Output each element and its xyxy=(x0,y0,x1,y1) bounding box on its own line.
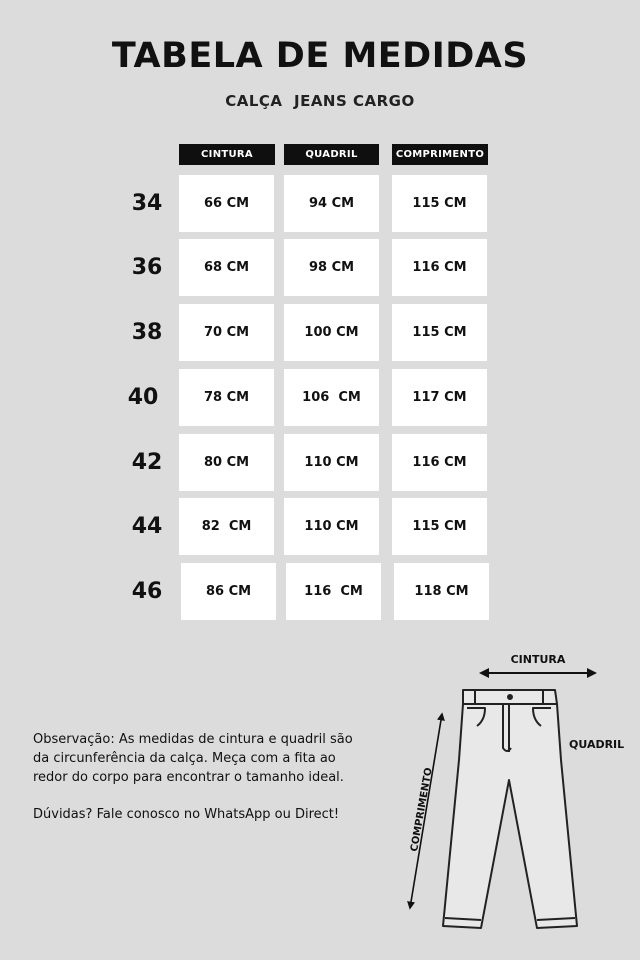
cell-cintura: 82 CM xyxy=(179,498,274,555)
size-label: 38 xyxy=(131,320,163,345)
page-subtitle: CALÇA JEANS CARGO xyxy=(225,92,415,110)
cell-quadril: 110 CM xyxy=(284,434,379,491)
cell-quadril: 116 CM xyxy=(286,563,381,620)
header-comprimento: COMPRIMENTO xyxy=(392,144,488,165)
cell-comprimento: 118 CM xyxy=(394,563,489,620)
cintura-label: CINTURA xyxy=(510,653,566,666)
cell-comprimento: 115 CM xyxy=(392,498,487,555)
cell-cintura: 78 CM xyxy=(179,369,274,426)
cell-comprimento: 116 CM xyxy=(392,239,487,296)
quadril-label: QUADRIL xyxy=(569,738,625,751)
cell-quadril: 100 CM xyxy=(284,304,379,361)
size-label: 36 xyxy=(131,255,163,280)
page-title: TABELA DE MEDIDAS xyxy=(111,36,529,76)
cell-comprimento: 117 CM xyxy=(392,369,487,426)
cell-cintura: 68 CM xyxy=(179,239,274,296)
jeans-illustration-icon xyxy=(443,690,577,928)
size-label: 40 xyxy=(127,385,159,410)
cell-comprimento: 115 CM xyxy=(392,304,487,361)
size-label: 42 xyxy=(131,450,163,475)
size-label: 46 xyxy=(131,579,163,604)
header-cintura: CINTURA xyxy=(179,144,275,165)
comprimento-label: COMPRIMENTO xyxy=(409,766,435,853)
size-label: 44 xyxy=(131,514,163,539)
cell-cintura: 70 CM xyxy=(179,304,274,361)
cell-quadril: 98 CM xyxy=(284,239,379,296)
contact-note: Dúvidas? Fale conosco no WhatsApp ou Direct! xyxy=(33,807,340,822)
measurement-note: Observação: As medidas de cintura e quadril são da circunferência da calça. Meça com a fita ao redor do corpo para encontrar o tamanho ideal. xyxy=(33,732,353,785)
comprimento-arrow xyxy=(410,714,442,908)
cell-quadril: 110 CM xyxy=(284,498,379,555)
jeans-diagram xyxy=(385,640,640,950)
cell-cintura: 80 CM xyxy=(179,434,274,491)
cell-quadril: 94 CM xyxy=(284,175,379,232)
size-label: 34 xyxy=(131,191,163,216)
cell-comprimento: 116 CM xyxy=(392,434,487,491)
cell-comprimento: 115 CM xyxy=(392,175,487,232)
cell-cintura: 66 CM xyxy=(179,175,274,232)
cell-quadril: 106 CM xyxy=(284,369,379,426)
header-quadril: QUADRIL xyxy=(284,144,379,165)
cell-cintura: 86 CM xyxy=(181,563,276,620)
notes xyxy=(33,730,373,842)
